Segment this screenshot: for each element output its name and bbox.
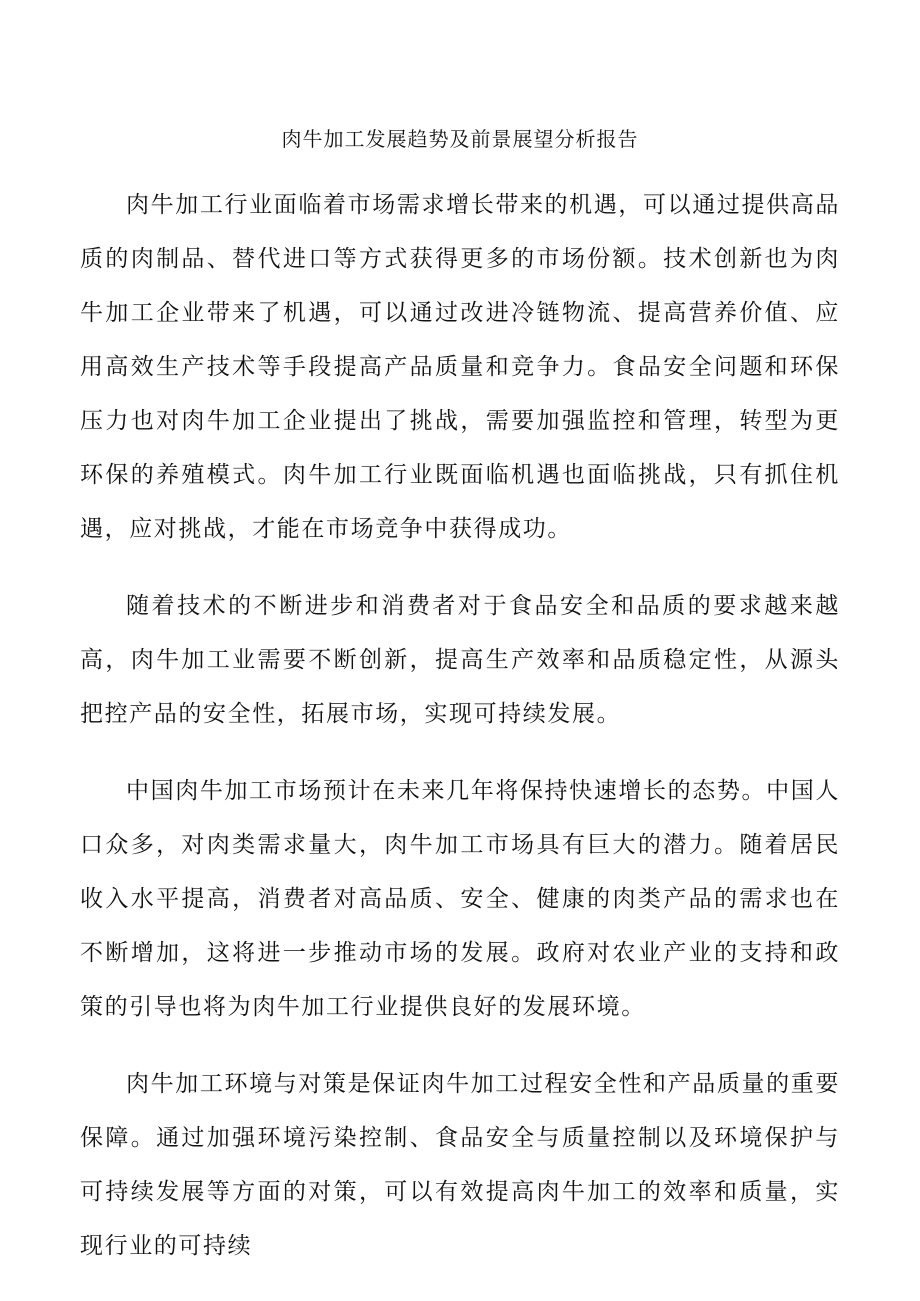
paragraph-2: 随着技术的不断进步和消费者对于食品安全和品质的要求越来越高，肉牛加工业需要不断创新，提高生产效率和品质稳定性，从源头把控产品的安全性，拓展市场，实现可持续发展。	[80, 593, 840, 727]
document-title: 肉牛加工发展趋势及前景展望分析报告	[281, 127, 639, 151]
paragraph-3: 中国肉牛加工市场预计在未来几年将保持快速增长的态势。中国人口众多，对肉类需求量大，肉牛加工市场具有巨大的潜力。随着居民收入水平提高，消费者对高品质、安全、健康的肉类产品的需求也在不断增加，这将进一步推动市场的发展。政府对农业产业的支持和政策的引导也将为肉牛加工行业提供良好的发展环境。	[80, 778, 840, 1020]
paragraph-1: 肉牛加工行业面临着市场需求增长带来的机遇，可以通过提供高品质的肉制品、替代进口等方式获得更多的市场份额。技术创新也为肉牛加工企业带来了机遇，可以通过改进冷链物流、提高营养价值、应用高效生产技术等手段提高产品质量和竞争力。食品安全问题和环保压力也对肉牛加工企业提出了挑战，需要加强监控和管理，转型为更环保的养殖模式。肉牛加工行业既面临机遇也面临挑战，只有抓住机遇，应对挑战，才能在市场竞争中获得成功。	[80, 192, 840, 542]
paragraph-4: 肉牛加工环境与对策是保证肉牛加工过程安全性和产品质量的重要保障。通过加强环境污染控制、食品安全与质量控制以及环境保护与可持续发展等方面的对策，可以有效提高肉牛加工的效率和质量，实现行业的可持续	[80, 1071, 840, 1259]
document-body	[80, 178, 840, 1296]
